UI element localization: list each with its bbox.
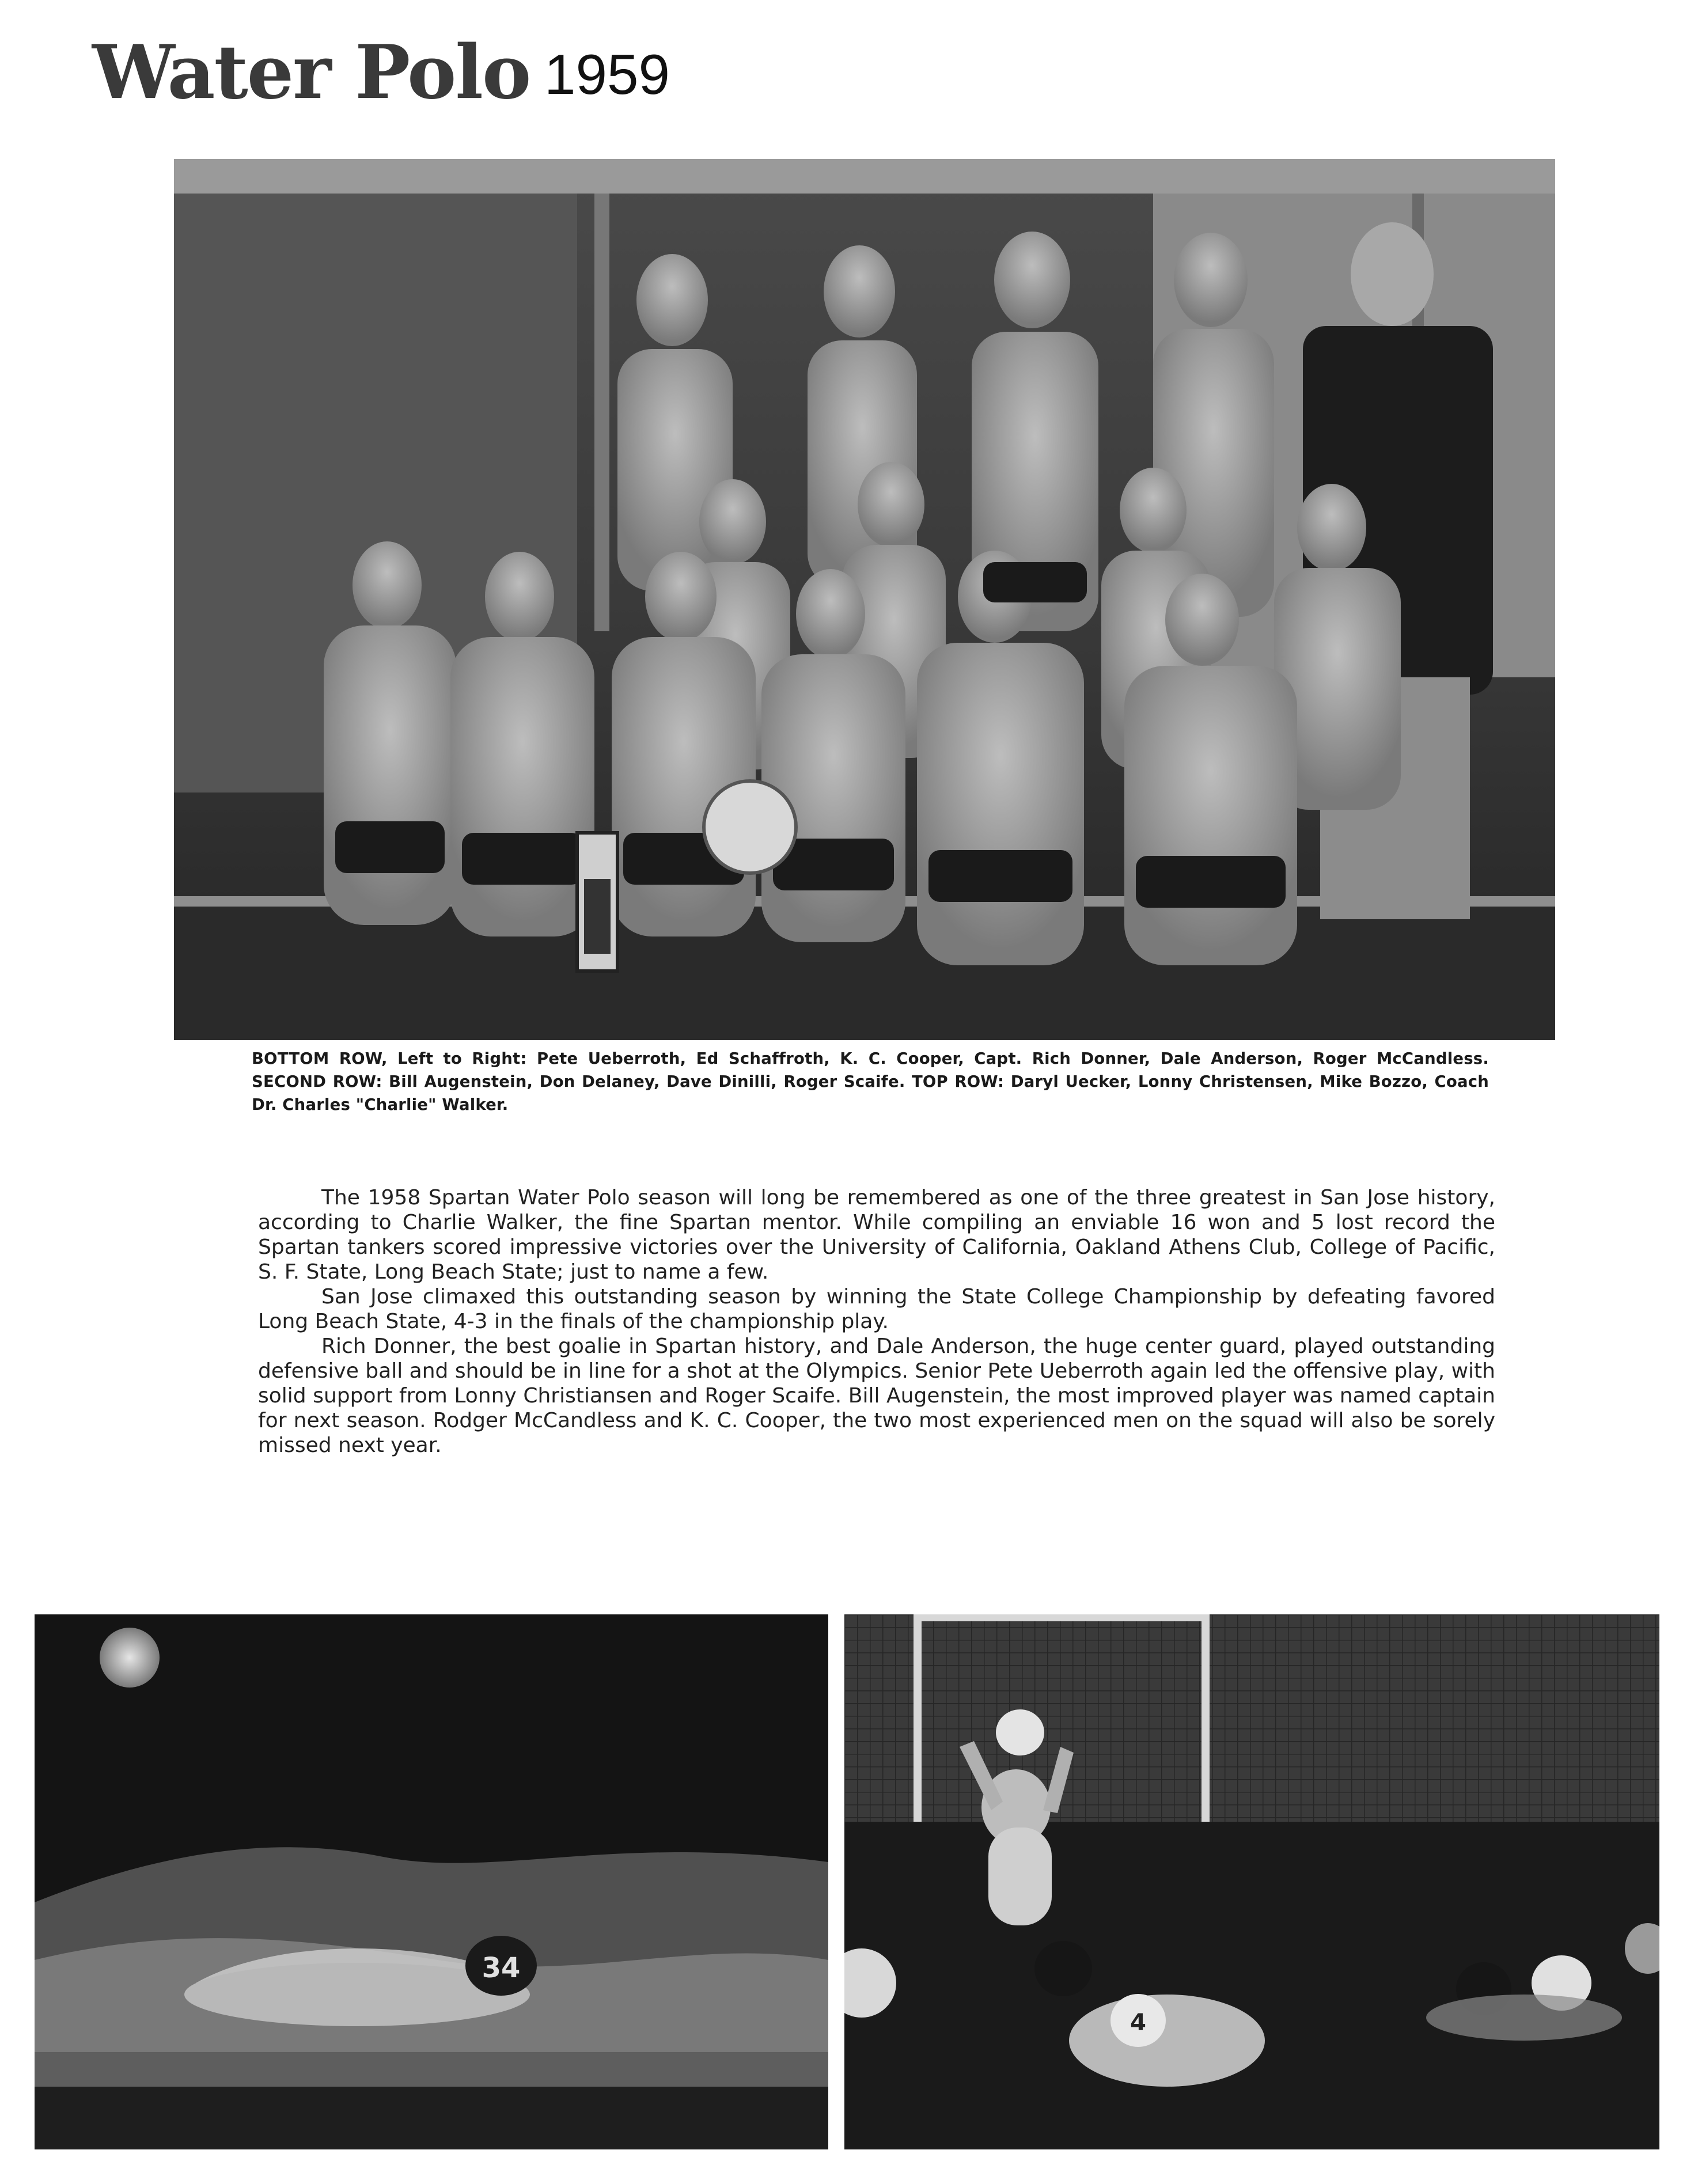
article-paragraph: San Jose climaxed this outstanding season by winning the State College Championship by defeating favored Long Beach State, 4-3 in the finals of the championship play. xyxy=(258,1285,1495,1333)
page-title: Water Polo xyxy=(92,29,530,116)
article-paragraph: The 1958 Spartan Water Polo season will long be remembered as one of the three greatest in San Jose history, according to Charlie Walker, the fine Spartan mentor. While compiling an enviable 16 won and 5 lost record the Spartan tankers scored impressive victories over the University of California, Oakland Athens Club, College of Pacific, S. F. State, Long Beach State; just to name a few. xyxy=(258,1186,1495,1284)
team-photo xyxy=(174,159,1555,1040)
team-photo-caption: BOTTOM ROW, Left to Right: Pete Ueberroth, Ed Schaffroth, K. C. Cooper, Capt. Rich Donner, Dale Anderson, Roger McCandless. SECOND ROW: Bill Augenstein, Don Delaney, Dave Dinilli, Roger Scaife. TOP ROW: Daryl Uecker, Lonny Christensen, Mike Bozzo, Coach Dr. Charles "Charlie" Walker. xyxy=(252,1049,1489,1114)
defender-cap-number: 4 xyxy=(1130,2009,1146,2036)
swimmer-photo xyxy=(35,1614,828,2149)
swimmer-cap-number: 34 xyxy=(482,1952,521,1984)
page-year: 1959 xyxy=(544,43,670,106)
article-body xyxy=(258,1185,1495,1458)
goalie-photo xyxy=(844,1614,1659,2149)
article-paragraph: Rich Donner, the best goalie in Spartan history, and Dale Anderson, the huge center guard, played outstanding defensive ball and should be in line for a shot at the Olympics. Senior Pete Ueberroth again led the offensive play, with solid support from Lonny Christiansen and Roger Scaife. Bill Augenstein, the most improved player was named captain for next season. Rodger McCandless and K. C. Cooper, the two most experienced men on the squad will also be sorely missed next year. xyxy=(258,1334,1495,1457)
